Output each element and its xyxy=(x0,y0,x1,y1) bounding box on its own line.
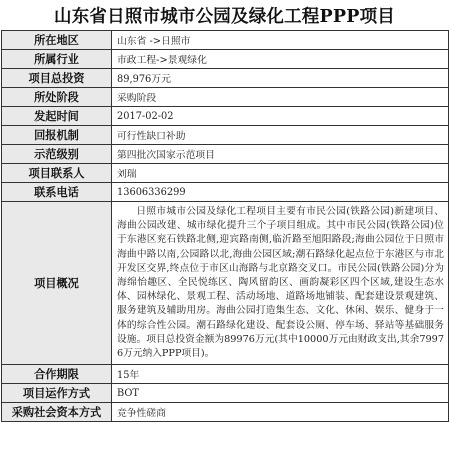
row-procurement-method xyxy=(2,403,449,422)
row-demo-level xyxy=(2,145,449,164)
row-overview xyxy=(2,202,449,365)
contact-phone-label: 联系电话 xyxy=(2,183,112,202)
project-info-table xyxy=(1,30,449,422)
row-return-mechanism xyxy=(2,126,449,145)
page-title: 山东省日照市城市公园及绿化工程PPP项目 xyxy=(54,6,395,27)
row-cooperation-period xyxy=(2,365,449,384)
total-investment-label: 项目总投资 xyxy=(2,69,112,88)
industry-label: 所属行业 xyxy=(2,50,112,69)
row-launch-date xyxy=(2,107,449,126)
region-value: 山东省 ->日照市 xyxy=(112,31,449,50)
return-mechanism-label: 回报机制 xyxy=(2,126,112,145)
overview-label: 项目概况 xyxy=(2,202,112,365)
demo-level-label: 示范级别 xyxy=(2,145,112,164)
row-region xyxy=(2,31,449,50)
contact-person-value: 刘瑞 xyxy=(112,164,449,183)
procurement-method-value: 竞争性磋商 xyxy=(112,403,449,422)
stage-value: 采购阶段 xyxy=(112,88,449,107)
overview-text: 日照市城市公园及绿化工程项目主要有市民公园(铁路公园)新建项目、海曲公园改建、城市绿化提升三个子项目组成。其中市民公园(铁路公园)位于东港区兖石铁路北侧,迎宾路南侧,临沂路至旭阳路段;海曲公园位于日照市海曲中路以南,公园路以北,海曲公园区域;潮石路绿化起点位于东港区与市北开发区交界,终点位于市区山海路与北京路交叉口。市民公园(铁路公园)分为海绵怡趣区、全民悦练区、陶风留韵区、画韵凝彩区四个区域,建设生态水体、园林绿化、景观工程、活动场地、道路场地铺装、配套建设景观建筑、服务建筑及辅助用房。海曲公园打造集生态、文化、休闲、娱乐、健身于一体的综合性公园。潮石路绿化建设、配套设公厕、停车场、驿站等基础服务设施。项目总投资金额为89976万元(其中10000万元由财政支出,其余79976万元纳入PPP项目)。 xyxy=(112,202,449,365)
region-label: 所在地区 xyxy=(2,31,112,50)
row-contact-person xyxy=(2,164,449,183)
return-mechanism-value: 可行性缺口补助 xyxy=(112,126,449,145)
stage-label: 所处阶段 xyxy=(2,88,112,107)
cooperation-period-label: 合作期限 xyxy=(2,365,112,384)
row-stage xyxy=(2,88,449,107)
launch-date-value: 2017-02-02 xyxy=(112,107,449,126)
demo-level-value: 第四批次国家示范项目 xyxy=(112,145,449,164)
procurement-method-label: 采购社会资本方式 xyxy=(2,403,112,422)
cooperation-period-value: 15年 xyxy=(112,365,449,384)
industry-value: 市政工程->景观绿化 xyxy=(112,50,449,69)
launch-date-label: 发起时间 xyxy=(2,107,112,126)
operation-mode-label: 项目运作方式 xyxy=(2,384,112,403)
row-total-investment xyxy=(2,69,449,88)
row-industry xyxy=(2,50,449,69)
row-contact-phone xyxy=(2,183,449,202)
contact-person-label: 项目联系人 xyxy=(2,164,112,183)
contact-phone-value: 13606336299 xyxy=(112,183,449,202)
total-investment-value: 89,976万元 xyxy=(112,69,449,88)
row-operation-mode xyxy=(2,384,449,403)
operation-mode-value: BOT xyxy=(112,384,449,403)
